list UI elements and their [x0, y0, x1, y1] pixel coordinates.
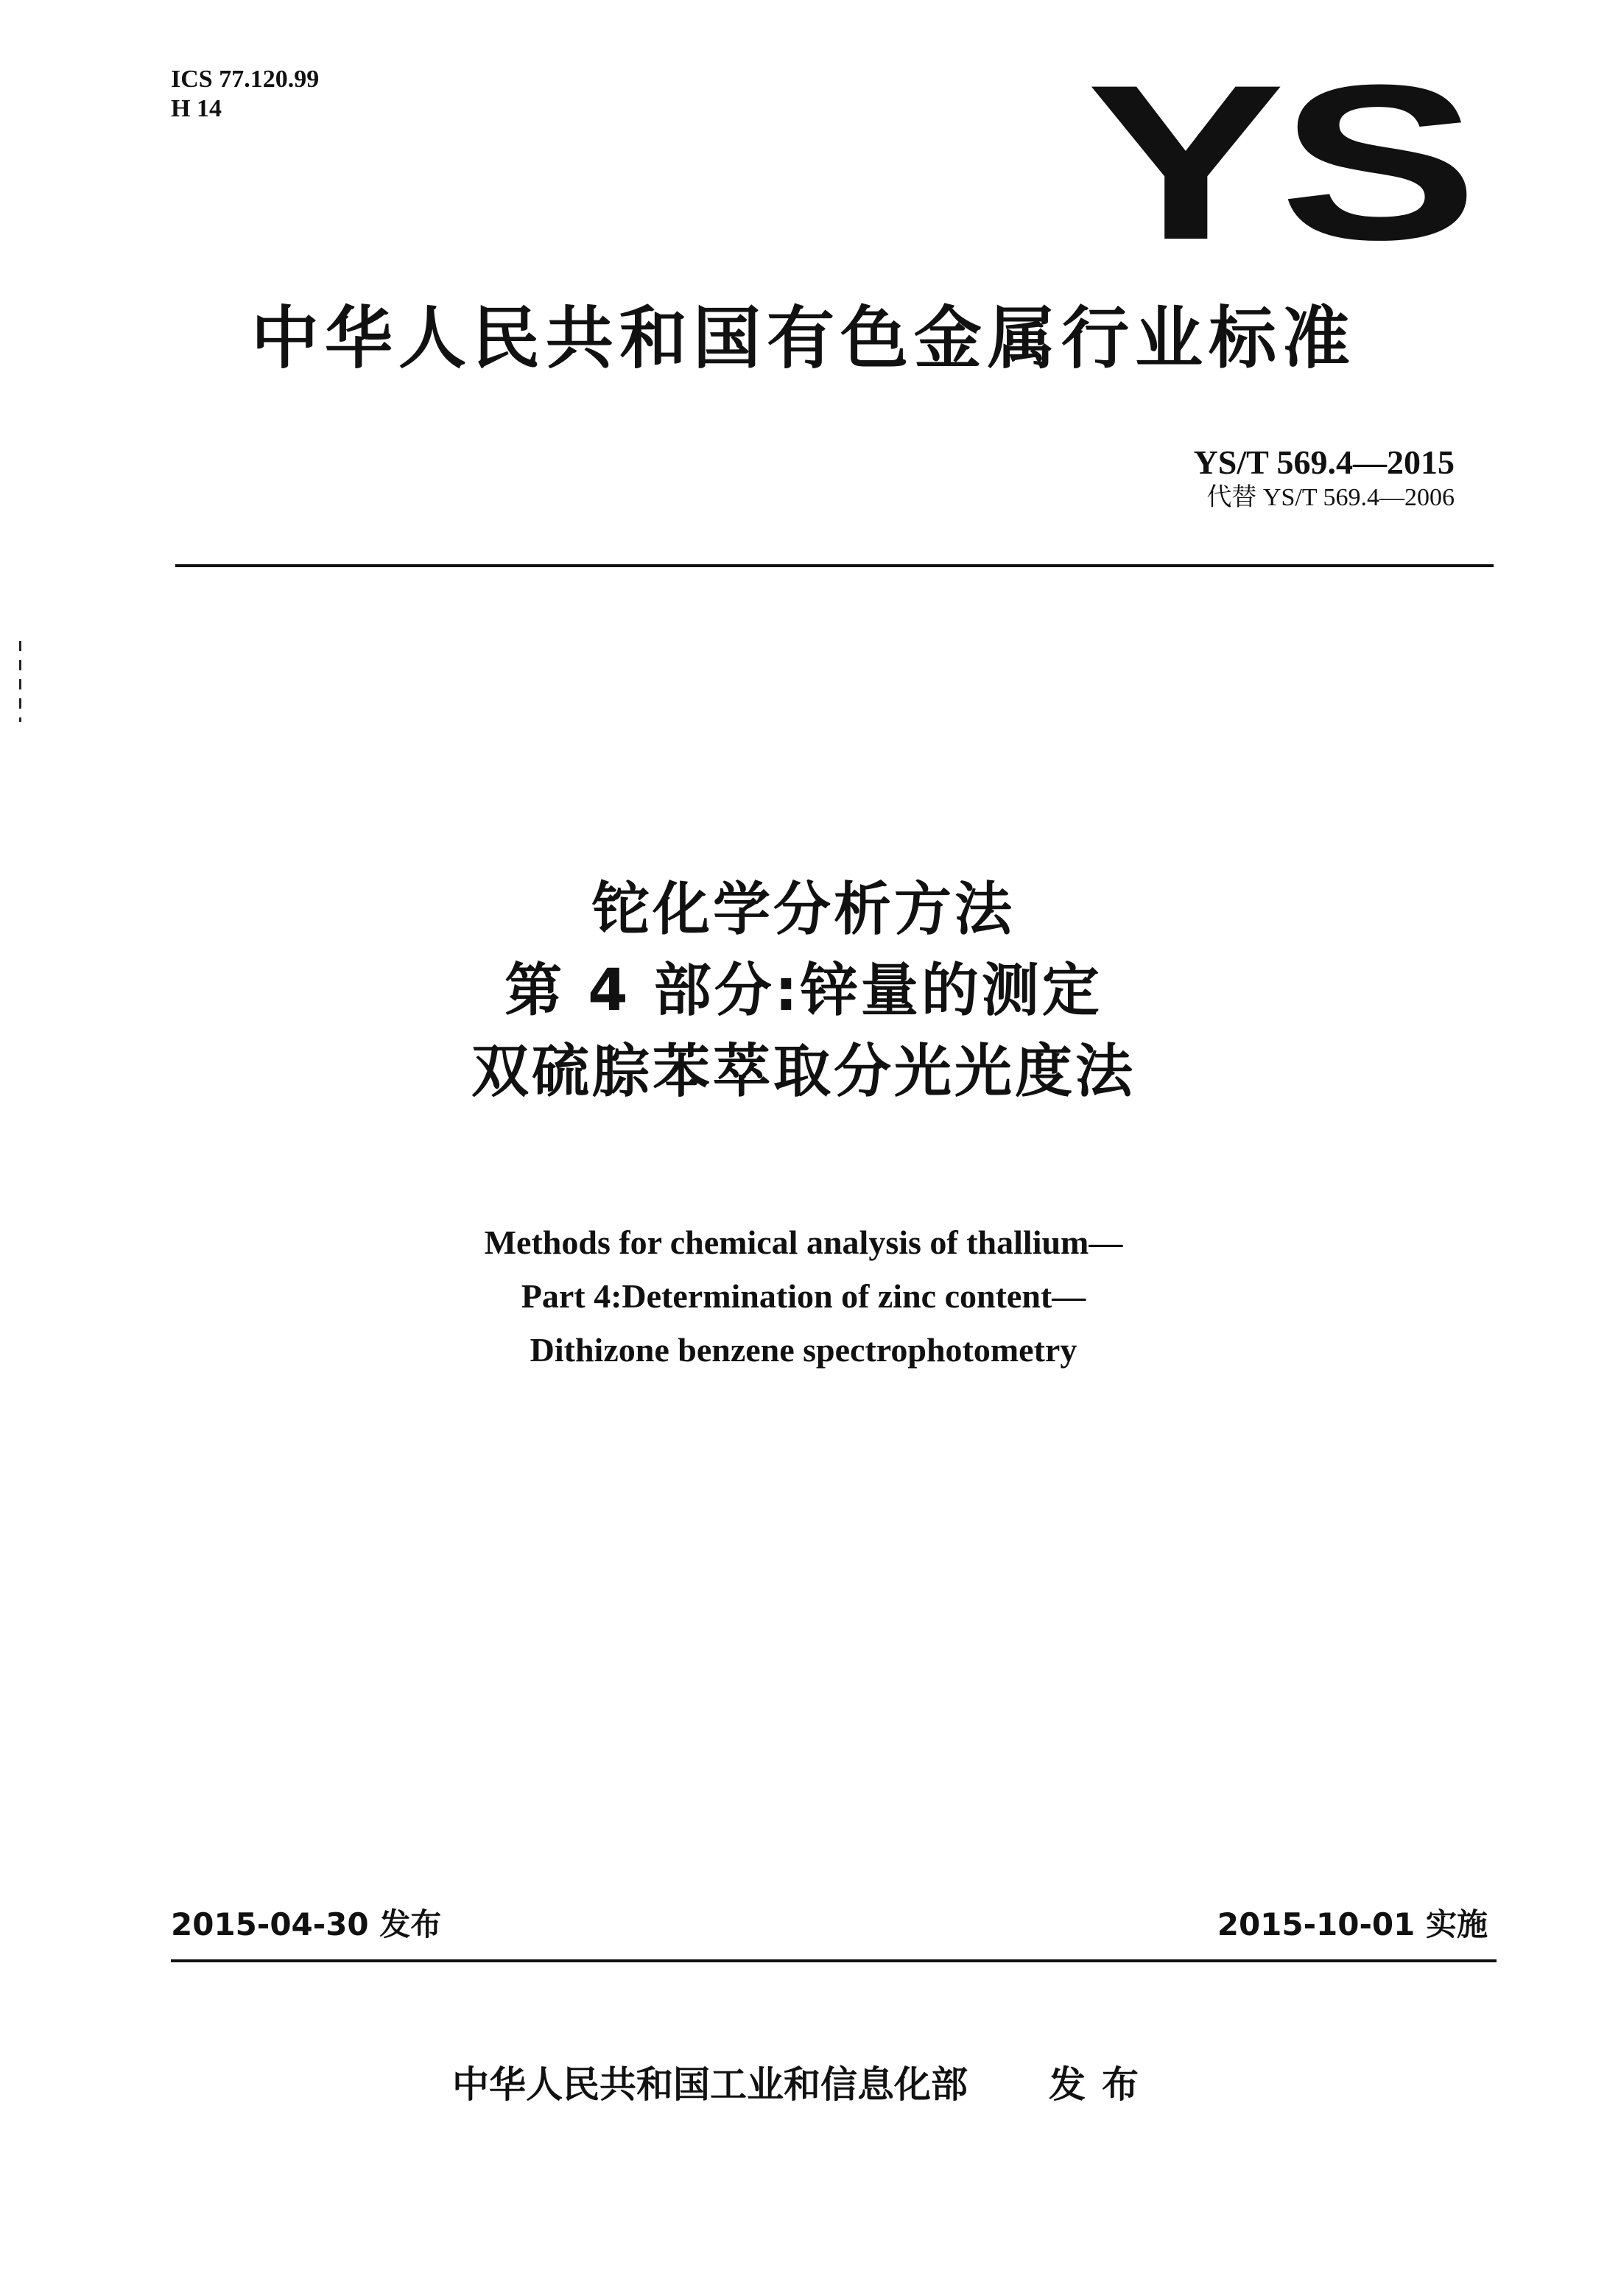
ics-code: ICS 77.120.99 — [171, 66, 320, 93]
footer-divider — [171, 1959, 1497, 1962]
classification-codes — [171, 65, 319, 124]
english-title — [0, 1215, 1607, 1377]
english-title-line-3: Dithizone benzene spectrophotometry — [530, 1331, 1077, 1369]
replaced-standard: 代替 YS/T 569.4—2006 — [1206, 484, 1455, 511]
implementation-date: 2015-10-01 实施 — [1217, 1906, 1488, 1942]
english-title-line-2: Part 4:Determination of zinc content— — [521, 1277, 1086, 1315]
english-title-line-1: Methods for chemical analysis of thallium— — [484, 1224, 1123, 1261]
publish-date: 2015-04-30 发布 — [171, 1906, 442, 1942]
margin-binding-mark — [19, 641, 21, 722]
publisher-action: 发布 — [1049, 2063, 1155, 2106]
chinese-title — [0, 869, 1607, 1112]
publisher-name: 中华人民共和国工业和信息化部 — [452, 2063, 968, 2106]
standard-number: YS/T 569.4—2015 — [1193, 443, 1455, 481]
ccs-code: H 14 — [171, 95, 222, 122]
publisher-line — [0, 2059, 1607, 2110]
organization-title: 中华人民共和国有色金属行业标准 — [250, 299, 1356, 378]
chinese-title-line-1: 铊化学分析方法 — [591, 877, 1015, 943]
ys-logo: YS — [1086, 38, 1473, 286]
chinese-title-line-2: 第 4 部分:锌量的测定 — [504, 958, 1103, 1024]
chinese-title-line-3: 双硫腙苯萃取分光光度法 — [471, 1039, 1136, 1105]
header-divider — [175, 564, 1494, 567]
